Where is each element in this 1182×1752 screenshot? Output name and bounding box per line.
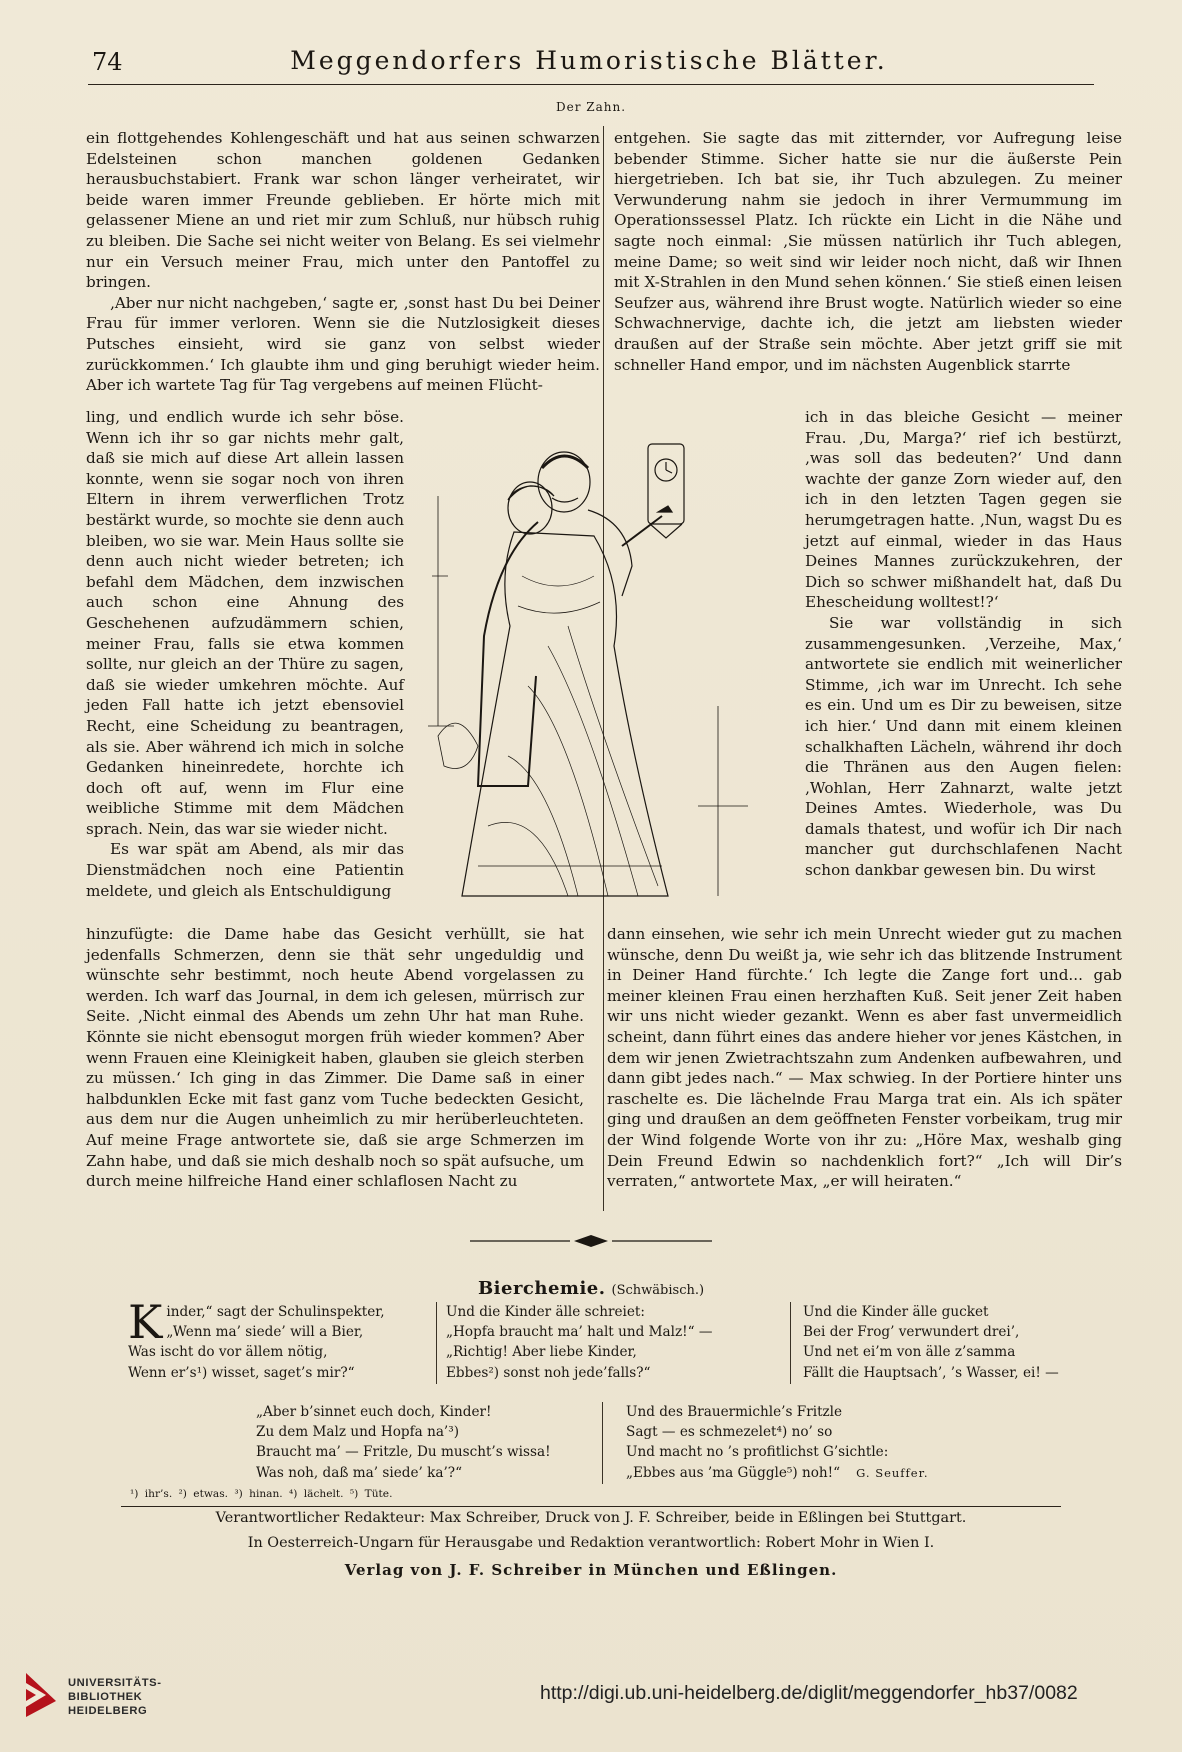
poem-line: Was noh, daß ma’ siede’ ka’?“	[256, 1464, 463, 1481]
article-column-left-wrap	[86, 407, 404, 901]
footnotes: ¹) ihr’s. ²) etwas. ³) hinan. ⁴) lächelt. ⁵) Tüte.	[130, 1488, 393, 1500]
poem-line: Ebbes²) sonst noh jede’falls?“	[446, 1364, 651, 1381]
page-number: 74	[92, 48, 123, 76]
poem-title-text: Bierchemie.	[477, 1278, 606, 1299]
poem-column-rule	[602, 1402, 603, 1484]
library-name-line: UNIVERSITÄTS-	[68, 1677, 162, 1689]
poem-line: Braucht ma’ — Fritzle, Du muscht’s wissa!	[256, 1444, 551, 1461]
journal-title: Meggendorfers Humoristische Blätter.	[290, 46, 888, 75]
source-url[interactable]: http://digi.ub.uni-heidelberg.de/diglit/meggendorfer_hb37/0082	[540, 1682, 1078, 1704]
poem-line: Bei der Frog’ verwundert drei’,	[803, 1324, 1020, 1341]
poem-line: „Hopfa braucht ma’ halt und Malz!“ —	[446, 1324, 713, 1341]
header-rule	[88, 84, 1094, 85]
paragraph: Es war spät am Abend, als mir das Dienstmädchen noch eine Patientin meldete, und gleich als Entschuldigung	[86, 840, 404, 900]
paragraph: ling, und endlich wurde ich sehr böse. Wenn ich ihr so gar nichts mehr galt, daß sie mich auf diese Art allein lassen konnte, wenn sie sogar noch von ihren Eltern in ihrem verwerflichen Trotz bestärkt wurde, so mochte sie denn auch bleiben, wo sie war. Mein Haus sollte sie denn auch nicht wieder betreten; ich befahl dem Mädchen, dem inzwischen auch schon eine Ahnung des Geschehenen aufzudämmern schien, meiner Frau, falls sie etwa kommen sollte, nur gleich an der Thüre zu sagen, daß sie wieder umkehren möchte. Auf jeden Fall hatte ich jetzt ebensoviel Recht, eine Scheidung zu beantragen, als sie. Aber während ich mich in solche Gedanken hineinredete, horchte ich doch oft auf, wenn im Flur eine weibliche Stimme mit dem Mädchen sprach. Nein, das war sie wieder nicht.	[86, 408, 404, 838]
article-column-left-top	[86, 128, 600, 396]
poem-signature: G. Seuffer.	[856, 1465, 929, 1480]
poem-stanza	[626, 1402, 1046, 1483]
poem-column-rule	[436, 1302, 437, 1384]
poem-line-text: „Ebbes aus ’ma Güggle⁵) noh!“	[626, 1464, 841, 1481]
illustration-couple-icon	[418, 426, 790, 904]
library-logo-icon	[22, 1671, 60, 1719]
article-column-right-wrap	[805, 407, 1122, 881]
paragraph: ich in das bleiche Gesicht — meiner Frau. ‚Du, Marga?‘ rief ich bestürzt, ‚was soll das bedeuten?‘ Und dann wachte der ganze Zorn wieder auf, den ich in den letzten Tagen gegen sie herumgetragen hatte. ‚Nun, wagst Du es jetzt auf einmal, wieder in das Haus Deines Mannes zurückzukehren, der Dich so schwer mißhandelt hat, daß Du Ehescheidung wolltest!?‘	[805, 408, 1122, 612]
article-title: Der Zahn.	[555, 100, 627, 114]
imprint-austria: In Oesterreich-Ungarn für Herausgabe und Redaktion verantwortlich: Robert Mohr in Wien I.	[247, 1535, 935, 1551]
poem-line: Und macht no ’s profitlichst G’sichtle:	[626, 1444, 889, 1461]
paragraph: dann einsehen, wie sehr ich mein Unrecht wieder gut zu machen wünsche, denn Du weißt ja, wie sehr ich das blitzende Instrument in Deiner Hand fürchte.‘ Ich legte die Zange fort und... gab meiner kleinen Frau einen herzhaften Kuß. Seit jener Zeit haben wir uns nicht wieder gezankt. Wenn es aber fast unvermeidlich scheint, dann führt eines das andere hieher vor jenes Kästchen, in dem wir jenen Zwietrachtszahn zum Andenken aufbewahren, und dann gibt jedes nach.“ — Max schwieg. In der Portiere hinter uns raschelte es. Die lächelnde Frau Marga trat ein. Als ich später ging und draußen an dem geöffneten Fenster vorbeikam, trug mir der Wind folgende Worte von ihr zu: „Höre Max, weshalb ging Dein Freund Edwin so nachdenklich fort?“ „Ich will Dir’s verraten,“ antwortete Max, „er will heiraten.“	[607, 925, 1122, 1191]
poem-stanza	[256, 1402, 590, 1483]
poem-line: „Wenn ma’ siede’ will a Bier,	[166, 1324, 364, 1341]
poem-line	[626, 1463, 1046, 1483]
poem-line: Und die Kinder älle gucket	[803, 1304, 989, 1320]
imprint-editor: Verantwortlicher Redakteur: Max Schreiber, Druck von J. F. Schreiber, beide in Eßlingen bei Stuttgart.	[215, 1510, 967, 1526]
poem-line: Sagt — es schmezelet⁴) no’ so	[626, 1424, 833, 1441]
poem-stanza	[803, 1302, 1123, 1383]
poem-column-rule	[790, 1302, 791, 1384]
poem-line: Was ischt do vor ällem nötig,	[128, 1344, 328, 1361]
poem-stanza	[128, 1295, 432, 1383]
ornament-divider-icon	[470, 1234, 712, 1248]
library-name-line: BIBLIOTHEK	[68, 1691, 143, 1703]
poem-line: inder,“ sagt der Schulinspekter,	[166, 1304, 385, 1320]
poem-stanza	[446, 1302, 782, 1383]
poem-line: Und des Brauermichle’s Fritzle	[626, 1404, 843, 1420]
paragraph: ‚Aber nur nicht nachgeben,‘ sagte er, ‚sonst hast Du bei Deiner Frau für immer verloren. Wenn sie die Nutzlosigkeit dieses Putsches einsieht, wird sie ganz von selbst wieder zurückkommen.‘ Ich glaubte ihm und ging beruhigt wieder heim. Aber ich wartete Tag für Tag vergebens auf meinen Flücht-	[86, 293, 600, 395]
poem-subtitle: (Schwäbisch.)	[611, 1283, 705, 1298]
poem-line: Fällt die Hauptsach’, ’s Wasser, ei! —	[803, 1364, 1059, 1381]
article-column-left-bottom	[86, 924, 584, 1192]
poem-title	[0, 1278, 1182, 1299]
poem-line: Und net ei’m von älle z’samma	[803, 1344, 1016, 1361]
poem-line: „Aber b’sinnet euch doch, Kinder!	[256, 1404, 492, 1420]
page-header	[92, 42, 1086, 88]
dropcap: K	[128, 1295, 163, 1349]
paragraph: entgehen. Sie sagte das mit zitternder, vor Aufregung leise bebender Stimme. Sicher hatte sie nur die äußerste Pein hiergetrieben. Ich bat sie, ihr Tuch abzulegen. Zu meiner Verwunderung nahm sie jedoch in ihrer Vermummung im Operationssessel Platz. Ich rückte ein Licht in die Nähe und sagte noch einmal: ‚Sie müssen natürlich ihr Tuch ablegen, meine Dame; so weit sind wir leider noch nicht, daß wir Ihnen mit X-Strahlen in den Mund sehen können.‘ Sie stieß einen leisen Seufzer aus, während ihre Brust wogte. Natürlich wieder so eine Schwachnervige, dachte ich, die jetzt am liebsten wieder draußen auf der Straße sein möchte. Aber jetzt griff sie mit schneller Hand empor, und im nächsten Augenblick starrte	[614, 129, 1122, 374]
article-column-right-top	[614, 128, 1122, 375]
paragraph: Sie war vollständig in sich zusammengesunken. ‚Verzeihe, Max,‘ antwortete sie endlich mit weinerlicher Stimme, ‚ich war im Unrecht. Ich sehe es ein. Und um es Dir zu beweisen, sitze ich hier.‘ Und dann mit einem kleinen schalkhaften Lächeln, während ihr doch die Thränen aus den Augen fielen: ‚Wohlan, Herr Zahnarzt, walte jetzt Deines Amtes. Wiederhole, was Du damals thatest, und wofür ich Dir nach mancher gut durchschlafenen Nacht schon dankbar gewesen bin. Du wirst	[805, 613, 1122, 880]
imprint-publisher: Verlag von J. F. Schreiber in München und Eßlingen.	[344, 1561, 838, 1579]
poem-line: Wenn er’s¹) wisset, saget’s mir?“	[128, 1364, 355, 1381]
library-name	[68, 1676, 162, 1718]
imprint-rule	[121, 1506, 1061, 1507]
paragraph: ein flottgehendes Kohlengeschäft und hat aus seinen schwarzen Edelsteinen schon manchen goldenen Gedanken herausbuchstabiert. Frank war schon länger verheiratet, wir beide waren immer Freunde geblieben. Er hörte mich mit gelassener Miene an und riet mir zum Schluß, nur hübsch ruhig zu bleiben. Die Sache sei nicht weiter von Belang. Es sei vielmehr nur ein Versuch meiner Frau, mich unter den Pantoffel zu bringen.	[86, 129, 600, 292]
poem-line: Zu dem Malz und Hopfa na’³)	[256, 1424, 459, 1441]
article-column-right-bottom	[607, 924, 1122, 1192]
library-name-line: HEIDELBERG	[68, 1705, 148, 1717]
poem-line: Und die Kinder älle schreiet:	[446, 1304, 645, 1320]
poem-line: „Richtig! Aber liebe Kinder,	[446, 1344, 637, 1361]
paragraph: hinzufügte: die Dame habe das Gesicht verhüllt, sie hat jedenfalls Schmerzen, denn sie thät sehr ungeduldig und wünschte sehr bestimmt, noch heute Abend vorgelassen zu werden. Ich warf das Journal, in dem ich gelesen, mürrisch zur Seite. ‚Nicht einmal des Abends um zehn Uhr hat man Ruhe. Könnte sie nicht ebensogut morgen früh wieder kommen? Aber wenn Frauen eine Kleinigkeit haben, glauben sie gleich sterben zu müssen.‘ Ich ging in das Zimmer. Die Dame saß in einer halbdunklen Ecke mit fast ganz vom Tuche bedeckten Gesicht, aus dem nur die Augen unheimlich zu mir herüberleuchteten. Auf meine Frage antwortete sie, daß sie arge Schmerzen im Zahn habe, und daß sie mich deshalb noch so spät aufsuche, um durch meine hilfreiche Hand einer schlaflosen Nacht zu	[86, 925, 584, 1191]
